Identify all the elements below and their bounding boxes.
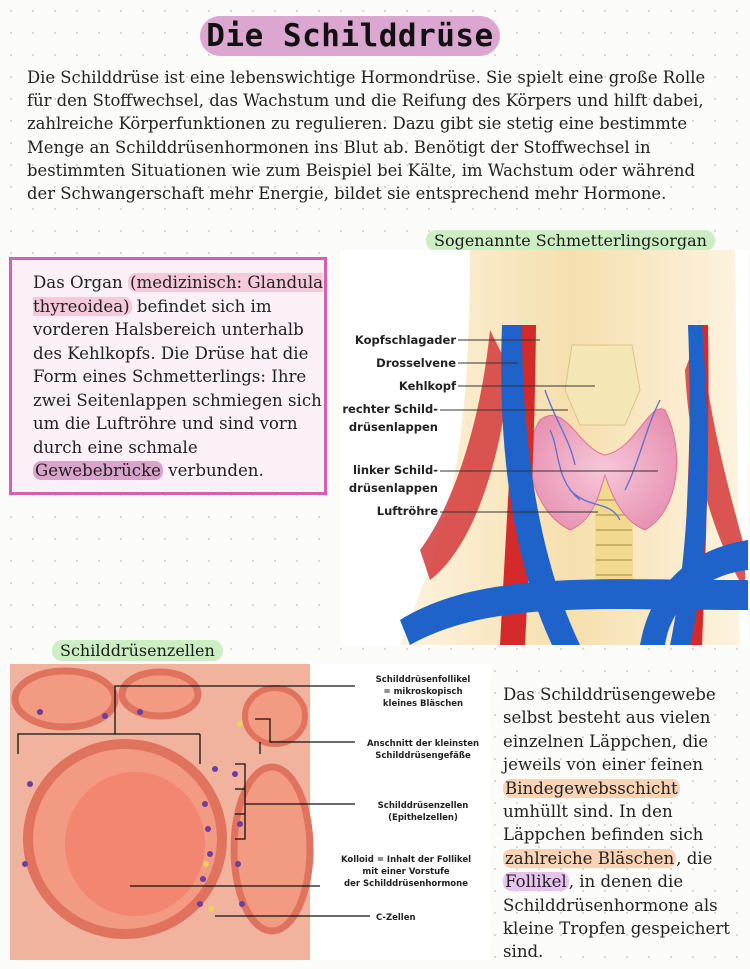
thyroid-cells-illustration <box>10 664 490 960</box>
organ-paragraph <box>33 271 325 483</box>
latin-name-highlight: (medizinisch: Glandula thyreoidea) <box>33 273 324 316</box>
organ-text-part: befindet sich im vorderen Halsbereich unterhalb des Kehlkopfs. Die Drüse hat die Form eines Schmetterlings: Ihre zwei Seitenlappen schmiegen sich um die Luftröhre und sind vorn durch eine schmale <box>33 296 322 457</box>
label-linker-lappen-1: linker Schild- <box>352 463 438 477</box>
follicle-top-right <box>245 688 305 744</box>
c-cell-marker <box>203 861 209 867</box>
page-title: Die Schilddrüse <box>206 18 494 54</box>
label-zellen-1: Schilddrüsenzellen <box>377 801 469 811</box>
follicle-highlight: Follikel <box>505 872 567 892</box>
label-drosselvene: Drosselvene <box>376 356 456 370</box>
label-kehlkopf: Kehlkopf <box>398 379 456 393</box>
colloid-core <box>65 772 205 916</box>
tissue-text-part: , die <box>676 848 713 868</box>
follicle-small-2 <box>122 672 198 716</box>
follicle-small-1 <box>15 671 115 727</box>
tissue-bridge-highlight: Gewebebrücke <box>35 461 161 480</box>
tissue-text-part: , in denen die Schilddrüsenhormone als kleine Tropfen gespeichert sind. <box>503 872 730 962</box>
vesicles-highlight: zahlreiche Bläschen <box>505 848 675 868</box>
tissue-paragraph <box>503 683 748 964</box>
c-cell-marker <box>208 906 214 912</box>
label-follikel-1: Schilddrüsenfollikel <box>375 675 471 685</box>
label-rechter-lappen-2: drüsenlappen <box>348 420 438 434</box>
label-linker-lappen-2: drüsenlappen <box>348 481 438 495</box>
larynx <box>565 345 640 425</box>
label-follikel-2: = mikroskopisch <box>383 687 463 697</box>
tissue-text-part: Das Schilddrüsengewebe selbst besteht aus vielen einzelnen Läppchen, die jeweils von einer feinen <box>503 685 716 775</box>
tissue-text-part: umhüllt sind. In den Läppchen befinden sich <box>503 802 704 845</box>
label-gefaesse-1: Anschnitt der kleinsten <box>366 739 480 749</box>
label-follikel-3: kleines Bläschen <box>382 699 464 709</box>
anatomy-caption: Sogenannte Schmetterlingsorgan <box>426 230 715 251</box>
label-kolloid-2: mit einer Vorstufe <box>362 867 450 877</box>
intro-paragraph: Die Schilddrüse ist eine lebenswichtige Hormondrüse. Sie spielt eine große Rolle für den Stoffwechsel, das Wachstum und die Reifung des Körpers und hilft dabei, zahlreiche Körperfunktionen zu regulieren. Dazu gibt sie stetig eine bestimmte Menge an Schilddrüsenhormonen ins Blut ab. Benötigt der Stoffwechsel in bestimmten Situationen wie zum Beispiel bei Kälte, im Wachstum oder während der Schwangerschaft mehr Energie, bildet sie entsprechend mehr Hormone. <box>27 68 706 204</box>
label-kolloid-1: Kolloid = Inhalt der Follikel <box>340 855 472 865</box>
label-kolloid-3: der Schilddrüsenhormone <box>344 879 468 889</box>
c-cell-marker <box>237 721 243 727</box>
title-banner <box>200 16 500 56</box>
connective-tissue-highlight: Bindegewebsschicht <box>505 778 678 798</box>
cells-caption: Schilddrüsenzellen <box>52 640 223 661</box>
thyroid-anatomy-illustration <box>340 250 748 645</box>
label-zellen-2: (Epithelzellen) <box>388 813 458 823</box>
label-kopfschlagader: Kopfschlagader <box>354 333 456 347</box>
label-c-zellen: C-Zellen <box>376 913 416 923</box>
label-gefaesse-2: Schilddrüsengefäße <box>375 751 471 761</box>
organ-text-part: verbunden. <box>162 461 264 480</box>
organ-text-part: Das Organ <box>33 273 129 292</box>
label-rechter-lappen-1: rechter Schild- <box>342 402 438 416</box>
label-luftroehre: Luftröhre <box>376 504 438 518</box>
